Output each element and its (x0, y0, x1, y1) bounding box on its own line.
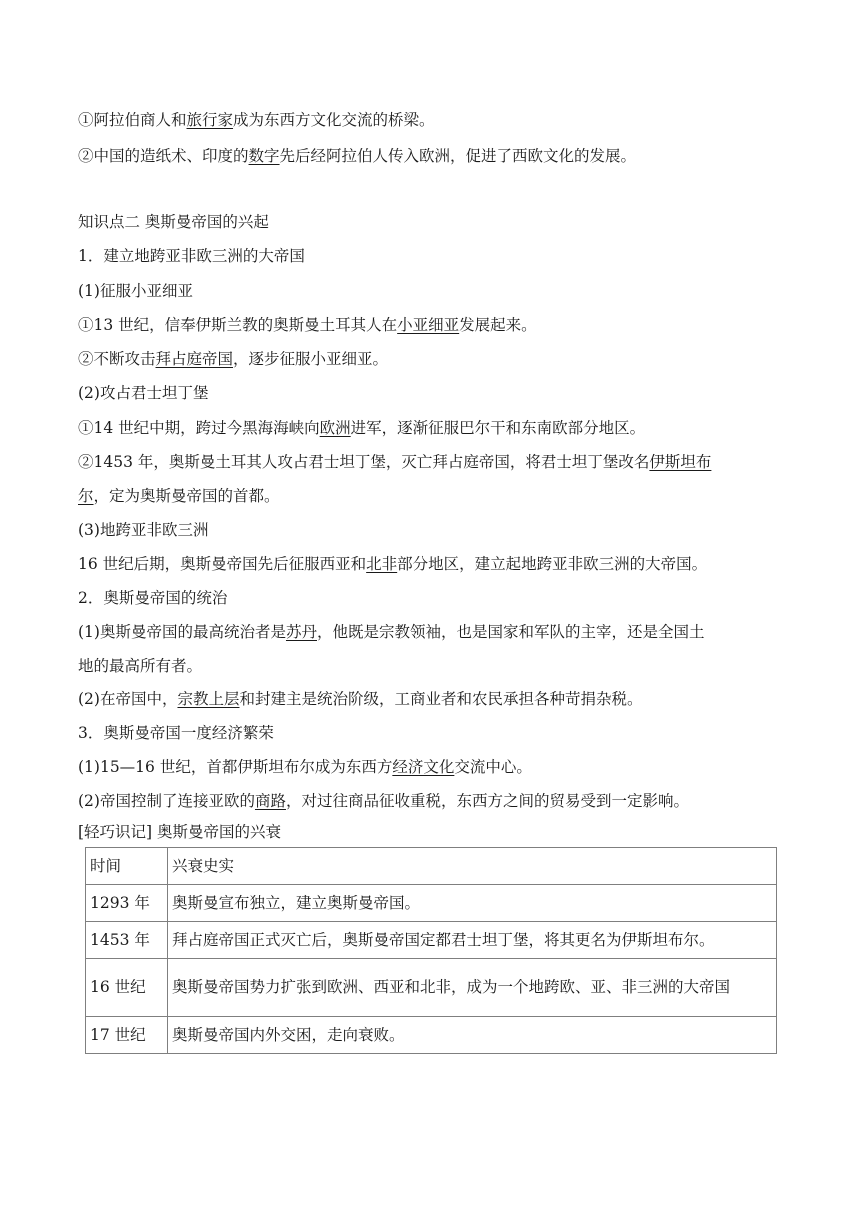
underlined-term: 尔 (78, 487, 94, 505)
underlined-term: 宗教上层 (177, 690, 240, 708)
heading: 2．奥斯曼帝国的统治 (78, 589, 228, 607)
cell-fact: 拜占庭帝国正式灭亡后，奥斯曼帝国定都君士坦丁堡，将其更名为伊斯坦布尔。 (168, 922, 777, 959)
underlined-term: 拜占庭帝国 (155, 350, 234, 368)
underlined-term: 经济文化 (392, 758, 455, 776)
paragraph-line: ①13 世纪，信奉伊斯兰教的奥斯曼土耳其人在小亚细亚发展起来。 (78, 316, 537, 334)
cell-time: 16 世纪 (86, 959, 168, 1017)
subheading: (3)地跨亚非欧三洲 (78, 521, 209, 539)
paragraph-line: ②1453 年，奥斯曼土耳其人攻占君士坦丁堡，灭亡拜占庭帝国，将君士坦丁堡改名伊斯坦布 (78, 453, 712, 471)
heading: 3．奥斯曼帝国一度经济繁荣 (78, 724, 274, 742)
underlined-term: 商路 (254, 792, 286, 810)
cell-fact: 奥斯曼宣布独立，建立奥斯曼帝国。 (168, 885, 777, 922)
section-title: 知识点二 奥斯曼帝国的兴起 (78, 213, 269, 231)
underlined-term: 苏丹 (285, 623, 317, 641)
paragraph-line: (2)帝国控制了连接亚欧的商路，对过往商品征收重税，东西方之间的贸易受到一定影响。 (78, 792, 689, 810)
paragraph-line: (2)在帝国中，宗教上层和封建主是统治阶级，工商业者和农民承担各种苛捐杂税。 (78, 690, 643, 708)
underlined-term: 数字 (248, 147, 280, 165)
underlined-term: 小亚细亚 (397, 316, 460, 334)
table-row (86, 1017, 777, 1054)
header-cell-facts: 兴衰史实 (168, 848, 777, 885)
paragraph-line: 地的最高所有者。 (78, 657, 203, 675)
paragraph-line: 尔，定为奥斯曼帝国的首都。 (78, 487, 280, 505)
table-row (86, 922, 777, 959)
underlined-term: 伊斯坦布 (649, 453, 712, 471)
heading: 1．建立地跨亚非欧三洲的大帝国 (78, 247, 305, 265)
paragraph-line: (1)奥斯曼帝国的最高统治者是苏丹，他既是宗教领袖，也是国家和军队的主宰，还是全国土 (78, 623, 705, 641)
cell-time: 1453 年 (86, 922, 168, 959)
table-row (86, 959, 777, 1017)
cell-fact: 奥斯曼帝国内外交困，走向衰败。 (168, 1017, 777, 1054)
paragraph-line: 16 世纪后期，奥斯曼帝国先后征服西亚和北非部分地区，建立起地跨亚非欧三洲的大帝国。 (78, 555, 708, 573)
header-cell-time: 时间 (86, 848, 168, 885)
memo-title: [轻巧识记] 奥斯曼帝国的兴衰 (78, 823, 282, 841)
cell-time: 17 世纪 (86, 1017, 168, 1054)
table-row (86, 885, 777, 922)
cell-time: 1293 年 (86, 885, 168, 922)
cell-fact: 奥斯曼帝国势力扩张到欧洲、西亚和北非，成为一个地跨欧、亚、非三洲的大帝国 (168, 959, 777, 1017)
underlined-term: 北非 (366, 555, 398, 573)
paragraph-line: ①阿拉伯商人和旅行家成为东西方文化交流的桥梁。 (78, 111, 435, 129)
subheading: (2)攻占君士坦丁堡 (78, 384, 209, 402)
paragraph-line: ②不断攻击拜占庭帝国，逐步征服小亚细亚。 (78, 350, 389, 368)
paragraph-line: ②中国的造纸术、印度的数字先后经阿拉伯人传入欧洲，促进了西欧文化的发展。 (78, 147, 637, 165)
underlined-term: 旅行家 (186, 111, 234, 129)
underlined-term: 欧洲 (319, 419, 351, 437)
subheading: (1)征服小亚细亚 (78, 282, 193, 300)
table-header-row (86, 848, 777, 885)
paragraph-line: ①14 世纪中期，跨过今黑海海峡向欧洲进军，逐渐征服巴尔干和东南欧部分地区。 (78, 419, 646, 437)
rise-fall-table (85, 847, 777, 1054)
paragraph-line: (1)15—16 世纪，首都伊斯坦布尔成为东西方经济文化交流中心。 (78, 758, 532, 776)
